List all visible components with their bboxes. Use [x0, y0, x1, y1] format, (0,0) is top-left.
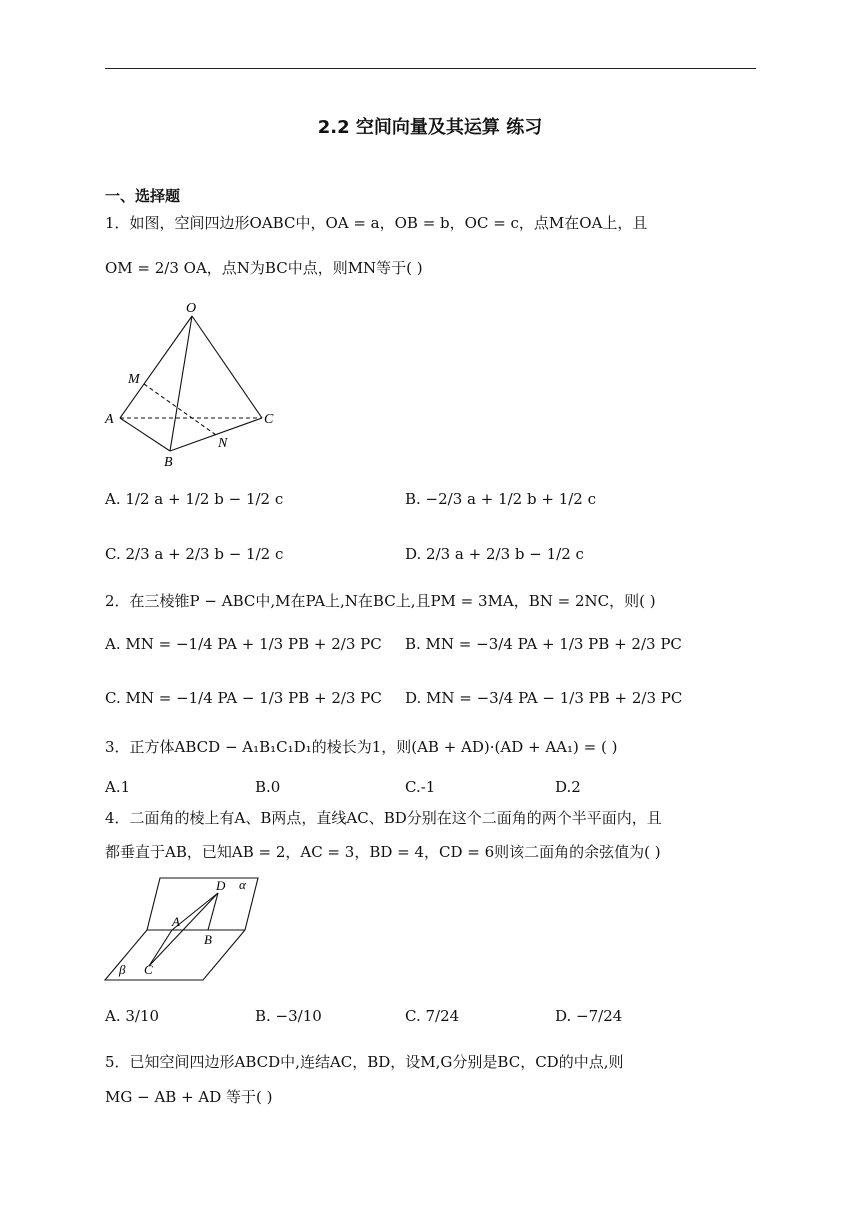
q2-option-b: B. MN = −3/4 PA + 1/3 PB + 2/3 PC — [405, 635, 682, 653]
q1-option-c: C. 2/3 a + 2/3 b − 1/2 c — [105, 545, 284, 563]
q1-line1: 1．如图，空间四边形OABC中，OA = a，OB = b，OC = c，点M在OA上，且 — [105, 214, 648, 232]
q4-option-d: D. −7/24 — [555, 1007, 623, 1025]
q3-option-a: A.1 — [105, 778, 131, 796]
q4-option-a: A. 3/10 — [105, 1007, 160, 1025]
q2-line: 2．在三棱锥P − ABC中,M在PA上,N在BC上,且PM = 3MA，BN = 2NC，则( ) — [105, 592, 656, 610]
label-B: B — [164, 455, 173, 470]
q3-option-c: C.-1 — [405, 778, 436, 796]
label-O: O — [186, 301, 197, 316]
q1-option-d: D. 2/3 a + 2/3 b − 1/2 c — [405, 545, 584, 563]
label-A: A — [105, 412, 114, 427]
q1-tetrahedron-figure — [100, 298, 290, 473]
label-beta: β — [119, 962, 126, 977]
label-alpha: α — [239, 877, 246, 892]
q4-option-b: B. −3/10 — [255, 1007, 322, 1025]
q2-option-c: C. MN = −1/4 PA − 1/3 PB + 2/3 PC — [105, 689, 382, 707]
q4-dihedral-angle-figure — [100, 870, 260, 985]
q4-option-c: C. 7/24 — [405, 1007, 460, 1025]
q3-option-d: D.2 — [555, 778, 581, 796]
q1-option-b: B. −2/3 a + 1/2 b + 1/2 c — [405, 490, 597, 508]
q4-line2: 都垂直于AB，已知AB = 2，AC = 3，BD = 4，CD = 6则该二面角的余弦值为( ) — [105, 843, 661, 861]
label-N: N — [218, 436, 228, 451]
q5-line1: 5．已知空间四边形ABCD中,连结AC，BD，设M,G分别是BC，CD的中点,则 — [105, 1053, 624, 1071]
label-C: C — [264, 412, 274, 427]
q4-line1: 4．二面角的棱上有A、B两点，直线AC、BD分别在这个二面角的两个半平面内，且 — [105, 809, 662, 827]
q1-line2: OM = 2/3 OA，点N为BC中点，则MN等于( ) — [105, 259, 423, 277]
label-B: B — [204, 932, 212, 947]
header-rule — [105, 68, 756, 69]
q2-option-a: A. MN = −1/4 PA + 1/3 PB + 2/3 PC — [105, 635, 382, 653]
q5-line2: MG − AB + AD 等于( ) — [105, 1088, 273, 1106]
q3-option-b: B.0 — [255, 778, 281, 796]
label-M: M — [128, 372, 140, 387]
page-title: 2.2 空间向量及其运算 练习 — [317, 117, 543, 138]
q2-option-d: D. MN = −3/4 PA − 1/3 PB + 2/3 PC — [405, 689, 683, 707]
label-D: D — [216, 878, 226, 893]
label-A: A — [172, 914, 180, 929]
q3-line: 3．正方体ABCD − A₁B₁C₁D₁的棱长为1，则(AB + AD)·(AD + AA₁) = ( ) — [105, 738, 618, 756]
label-C: C — [144, 962, 153, 977]
section-heading: 一、选择题 — [105, 187, 181, 205]
q1-option-a: A. 1/2 a + 1/2 b − 1/2 c — [105, 490, 284, 508]
